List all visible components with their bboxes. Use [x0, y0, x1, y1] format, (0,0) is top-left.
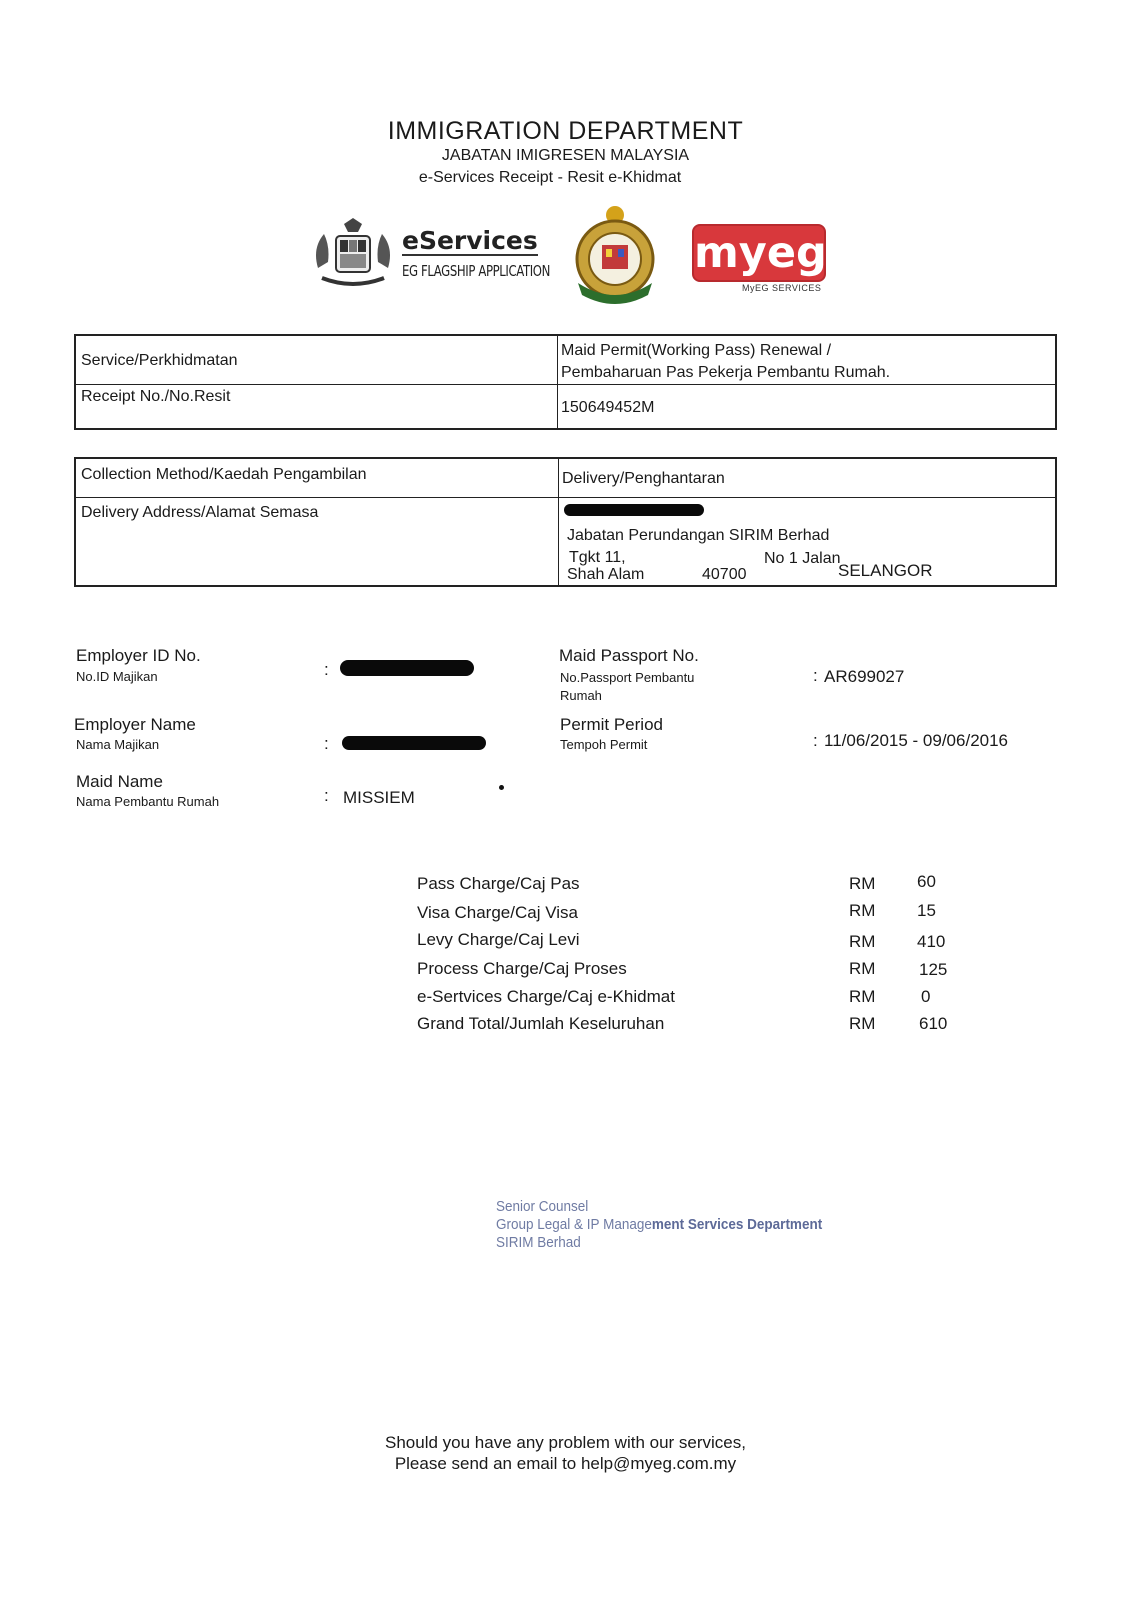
passport-sublabel-line1: No.Passport Pembantu [560, 670, 695, 685]
charge-label: Visa Charge/Caj Visa [417, 903, 578, 922]
employer-id-label: Employer ID No. [76, 646, 201, 665]
permit-period-label: Permit Period [560, 715, 663, 734]
charge-amount: 0 [921, 987, 931, 1006]
collection-method-value: Delivery/Penghantaran [562, 470, 725, 487]
passport-colon: : [813, 666, 818, 685]
maid-name-sublabel: Nama Pembantu Rumah [76, 794, 220, 809]
department-subtitle: JABATAN IMIGRESEN MALAYSIA [441, 147, 690, 164]
charge-currency: RM [849, 959, 876, 978]
maid-name-label: Maid Name [76, 772, 163, 791]
immigration-crest-icon [568, 203, 662, 307]
collection-method-label: Collection Method/Kaedah Pengambilan [81, 466, 367, 483]
grand-total-amount: 610 [919, 1014, 948, 1033]
myeg-logo [692, 224, 826, 282]
malaysia-coat-of-arms-logo [308, 218, 398, 292]
stamp-line3: SIRIM Berhad [496, 1234, 581, 1251]
address-tgkt: Tgkt 11, [569, 549, 626, 566]
employer-id-colon: : [324, 660, 329, 679]
passport-sublabel-line2: Rumah [560, 688, 602, 703]
employer-name-colon: : [324, 734, 329, 753]
employer-name-label: Employer Name [74, 715, 196, 734]
delivery-address-label: Delivery Address/Alamat Semasa [81, 504, 319, 521]
document-title: IMMIGRATION DEPARTMENT [387, 117, 744, 145]
address-postcode: 40700 [702, 566, 747, 583]
charge-amount: 60 [917, 872, 936, 891]
footer-line2: Please send an email to help@myeg.com.my [394, 1454, 737, 1473]
stamp-line2-b: ment Services Department [651, 1216, 823, 1233]
address-jalan: No 1 Jalan [764, 550, 841, 567]
stamp-line2 [496, 1216, 822, 1233]
maid-name-value: MISSIEM [343, 788, 415, 807]
charge-amount: 125 [919, 960, 948, 979]
permit-period-colon: : [813, 731, 818, 750]
immigration-crest-logo [568, 203, 662, 307]
charge-currency: RM [849, 932, 876, 951]
eservices-logo-text: eServices [402, 226, 538, 255]
address-line1: Jabatan Perundangan SIRIM Berhad [567, 527, 830, 544]
service-value-line2: Pembaharuan Pas Pekerja Pembantu Rumah. [561, 364, 891, 381]
permit-period-sublabel: Tempoh Permit [560, 737, 648, 752]
address-state: SELANGOR [838, 561, 933, 580]
redacted-recipient-name [564, 504, 704, 516]
eservices-tagline: EG FLAGSHIP APPLICATION [402, 262, 550, 280]
grand-total-label: Grand Total/Jumlah Keseluruhan [417, 1014, 665, 1033]
receipt-number: 150649452M [561, 399, 655, 416]
redacted-employer-id [340, 660, 474, 676]
passport-label: Maid Passport No. [559, 646, 699, 665]
stamp-line2-a: Group Legal & IP Manage [496, 1216, 652, 1233]
service-value-line1: Maid Permit(Working Pass) Renewal / [561, 342, 832, 359]
delivery-table [74, 457, 1057, 587]
charge-label: Levy Charge/Caj Levi [417, 930, 580, 949]
employer-id-sublabel: No.ID Majikan [76, 669, 158, 684]
charge-label: Pass Charge/Caj Pas [417, 874, 580, 893]
charge-amount: 410 [917, 932, 946, 951]
service-label: Service/Perkhidmatan [81, 352, 238, 369]
redacted-employer-name [342, 736, 486, 750]
stray-dot [499, 785, 504, 790]
service-table [74, 334, 1057, 430]
address-city: Shah Alam [567, 566, 645, 583]
receipt-label: Receipt No./No.Resit [81, 388, 231, 405]
charge-currency: RM [849, 987, 876, 1006]
eservices-underline [402, 254, 538, 256]
charge-label: e-Sertvices Charge/Caj e-Khidmat [417, 987, 675, 1006]
maid-name-colon: : [324, 786, 329, 805]
charge-amount: 15 [917, 901, 936, 920]
stamp-line1: Senior Counsel [496, 1198, 589, 1215]
employer-name-sublabel: Nama Majikan [76, 737, 160, 752]
footer-line1: Should you have any problem with our services, [385, 1433, 746, 1452]
coat-of-arms-icon [308, 218, 398, 292]
permit-period-value: 11/06/2015 - 09/06/2016 [824, 731, 1009, 750]
myeg-tagline: MyEG SERVICES [742, 283, 822, 293]
receipt-caption: e-Services Receipt - Resit e-Khidmat [418, 169, 682, 186]
passport-number: AR699027 [824, 667, 905, 686]
myeg-logo-text: myeg [694, 228, 827, 278]
charge-label: Process Charge/Caj Proses [417, 959, 627, 978]
charge-currency: RM [849, 901, 876, 920]
grand-total-currency: RM [849, 1014, 876, 1033]
charge-currency: RM [849, 874, 876, 893]
